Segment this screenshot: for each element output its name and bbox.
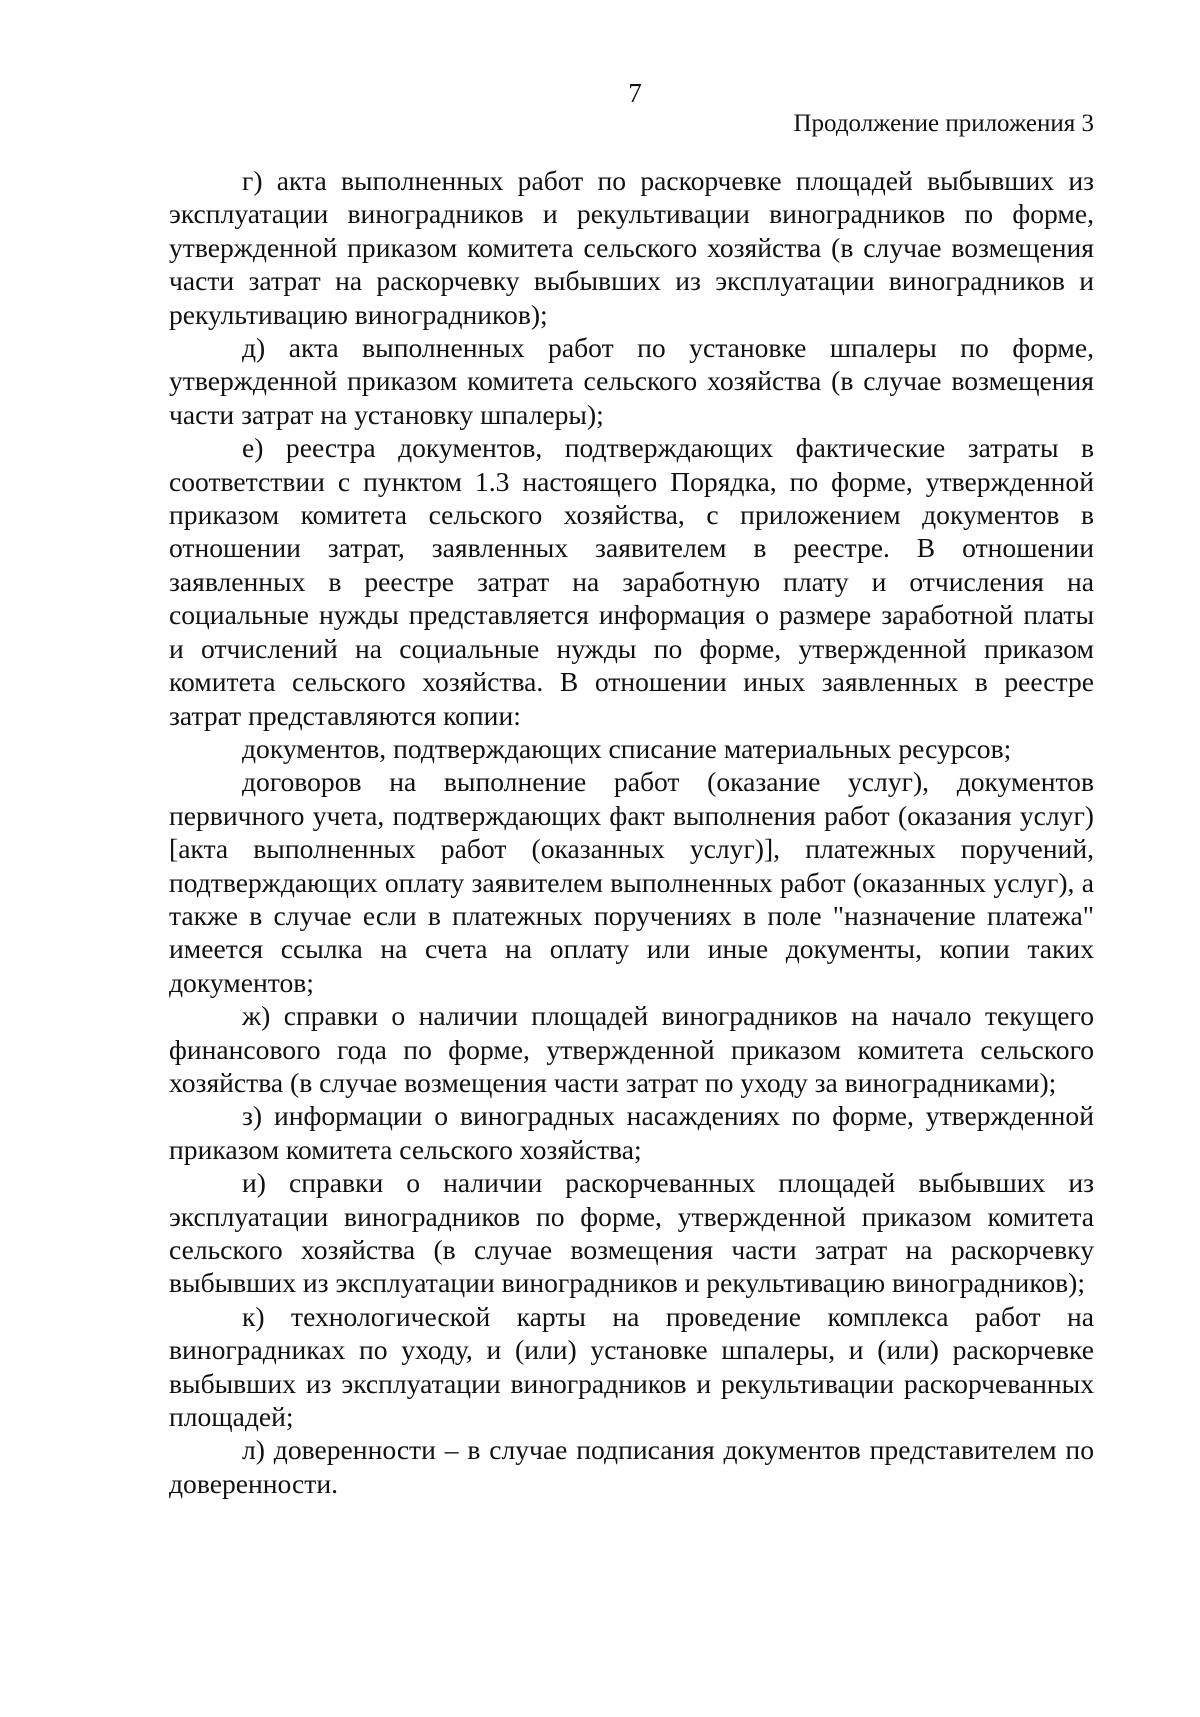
running-header: Продолжение приложения 3: [793, 110, 1094, 137]
paragraph-z: з) информации о виноградных насаждениях по форме, утвержденной приказом комитета сельского хозяйства;: [169, 1100, 1094, 1165]
paragraph-e-item-2: договоров на выполнение работ (оказание услуг), документов первичного учета, подтверждающих факт выполнения работ (оказания услуг) [акта выполненных работ (оказанных услуг)], платежных поручений, подтверждающих оплату заявителем выполненных работ (оказанных услуг), а также в случае если в платежных поручениях в поле "назначение платежа" имеется ссылка на счета на оплату или иные документы, копии таких документов;: [169, 766, 1094, 998]
paragraph-l: л) доверенности – в случае подписания документов представителем по доверенности.: [169, 1434, 1094, 1499]
paragraph-zh: ж) справки о наличии площадей виноградников на начало текущего финансового года по форме, утвержденной приказом комитета сельского хозяйства (в случае возмещения части затрат по уходу за виноградниками);: [169, 1000, 1094, 1098]
document-body: [169, 164, 1094, 1500]
paragraph-i: и) справки о наличии раскорчеванных площадей выбывших из эксплуатации виноградников по форме, утвержденной приказом комитета сельского хозяйства (в случае возмещения части затрат на раскорчевку выбывших из эксплуатации виноградников и рекультивацию виноградников);: [169, 1167, 1094, 1299]
page-number: 7: [628, 78, 642, 108]
paragraph-g: г) акта выполненных работ по раскорчевке площадей выбывших из эксплуатации виноградников и рекультивации виноградников по форме, утвержденной приказом комитета сельского хозяйства (в случае возмещения части затрат на раскорчевку выбывших из эксплуатации виноградников и рекультивацию виноградников);: [169, 165, 1094, 330]
paragraph-e-item-1: документов, подтверждающих списание материальных ресурсов;: [242, 732, 1012, 764]
paragraph-k: к) технологической карты на проведение комплекса работ на виноградниках по уходу, и (или) установке шпалеры, и (или) раскорчевке выбывших из эксплуатации виноградников и рекультивации раскорчеванных площадей;: [169, 1300, 1094, 1433]
paragraph-e: е) реестра документов, подтверждающих фактические затраты в соответствии с пунктом 1.3 настоящего Порядка, по форме, утвержденной приказом комитета сельского хозяйства, с приложением документов в отношении затрат, заявленных заявителем в реестре. В отношении заявленных в реестре затрат на заработную плату и отчисления на социальные нужды представляется информация о размере заработной платы и отчислений на социальные нужды по форме, утвержденной приказом комитета сельского хозяйства. В отношении иных заявленных в реестре затрат представляются копии:: [169, 432, 1094, 731]
paragraph-d: д) акта выполненных работ по установке шпалеры по форме, утвержденной приказом комитета сельского хозяйства (в случае возмещения части затрат на установку шпалеры);: [169, 332, 1094, 430]
